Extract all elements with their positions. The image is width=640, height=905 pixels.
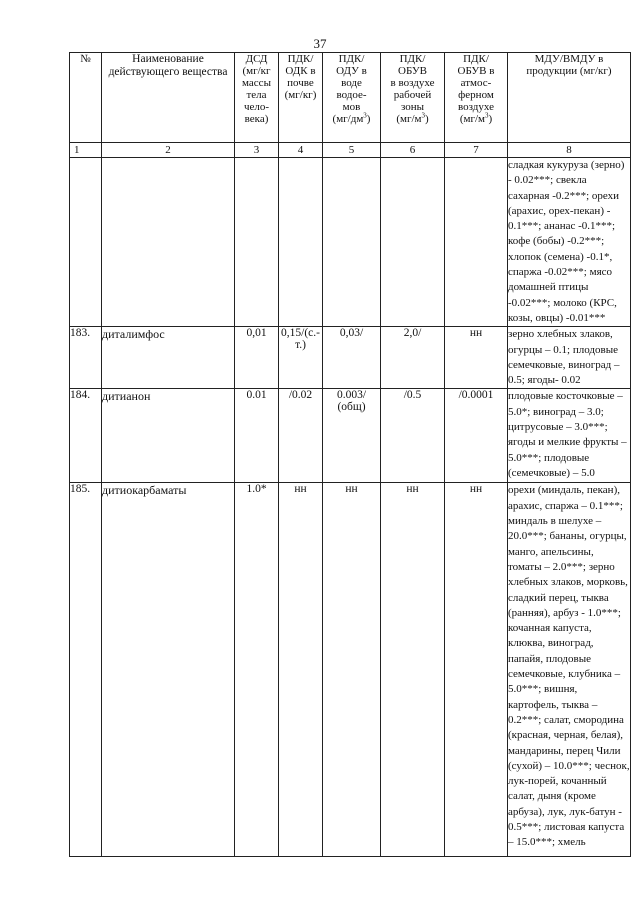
col-index: 5 [323, 143, 381, 158]
work-air-value [381, 158, 445, 327]
table-row [70, 483, 631, 857]
mdu-value: сладкая кукуруза (зерно) - 0.02***; свекла сахарная -0.2***; орехи (арахис, орех-пекан) - 0.1***; ананас -0.1***; кофе (бобы) -0.2***; хлопок (семена) -0.1*, спаржа -0.02***; мясо домашней птицы -0.02***; молоко (КРС, козы, овцы) -0.01*** [508, 158, 631, 327]
col-index: 7 [445, 143, 508, 158]
header-row [70, 53, 631, 143]
col-header-water: ПДК/ ОДУ в воде водое- мов $(мг/дм^3)$ [323, 53, 381, 143]
work-air-value: /0.5 [381, 389, 445, 483]
water-value: 0,03/ [323, 327, 381, 389]
work-air-value: нн [381, 483, 445, 857]
mdu-value: зерно хлебных злаков, огурцы – 0.1; плодовые семечковые, виноград – 0.5; ягоды- 0.02 [508, 327, 631, 389]
substance-name [102, 158, 235, 327]
col-index: 8 [508, 143, 631, 158]
col-index: 3 [235, 143, 279, 158]
pesticide-standards-table [69, 52, 631, 857]
row-number [70, 158, 102, 327]
mdu-value: плодовые косточковые – 5.0*; виноград – 3.0; цитрусовые – 3.0***; ягоды и мелкие фрукты – 5.0***; плодовые (семечковые) – 5.0 [508, 389, 631, 483]
col-header-soil: ПДК/ ОДК в почве (мг/кг) [279, 53, 323, 143]
soil-value: 0,15/(с.-т.) [279, 327, 323, 389]
col-header-mdu: МДУ/ВМДУ в продукции (мг/кг) [508, 53, 631, 143]
col-index: 1 [70, 143, 102, 158]
atm-air-value [445, 158, 508, 327]
row-number: 184. [70, 389, 102, 483]
water-value [323, 158, 381, 327]
column-index-row [70, 143, 631, 158]
soil-value [279, 158, 323, 327]
dsd-value: 1.0* [235, 483, 279, 857]
soil-value: /0.02 [279, 389, 323, 483]
col-header-substance: Наименование действующего вещества [102, 53, 235, 143]
table-row [70, 158, 631, 327]
dsd-value: 0.01 [235, 389, 279, 483]
atm-air-value: нн [445, 327, 508, 389]
col-index: 4 [279, 143, 323, 158]
col-index: 2 [102, 143, 235, 158]
substance-name: дитианон [102, 389, 235, 483]
dsd-value [235, 158, 279, 327]
water-value: нн [323, 483, 381, 857]
row-number: 183. [70, 327, 102, 389]
mdu-value: орехи (миндаль, пекан), арахис, спаржа – 0.1***; миндаль в шелухе – 20.0***; бананы, огурцы, манго, апельсины, томаты – 2.0***; зерно хлебных злаков, морковь, сладкий перец, тыква (ранняя), арбуз - 1.0***; кочанная капуста, клюква, виноград, папайя, плодовые семечковые, клубника – 5.0***; вишня, картофель, тыква – 0.2***; салат, смородина (красная, черная, белая), мандарины, перец Чили (сухой) – 10.0***; чеснок, лук-порей, кочанный салат, дыня (кроме арбуза), лук, лук-батун - 0.5***; листовая капуста – 15.0***; хмель [508, 483, 631, 857]
water-value: 0.003/ (общ) [323, 389, 381, 483]
col-header-work-air: ПДК/ ОБУВ в воздухе рабочей зоны $(мг/м^3)$ [381, 53, 445, 143]
col-header-dsd: ДСД (мг/кг массы тела чело- века) [235, 53, 279, 143]
substance-name: диталимфос [102, 327, 235, 389]
col-index: 6 [381, 143, 445, 158]
atm-air-value: /0.0001 [445, 389, 508, 483]
table-row [70, 327, 631, 389]
dsd-value: 0,01 [235, 327, 279, 389]
atm-air-value: нн [445, 483, 508, 857]
soil-value: нн [279, 483, 323, 857]
row-number: 185. [70, 483, 102, 857]
work-air-value: 2,0/ [381, 327, 445, 389]
substance-name: дитиокарбаматы [102, 483, 235, 857]
col-header-number: № [70, 53, 102, 143]
page-number: 37 [313, 36, 327, 51]
table-row [70, 389, 631, 483]
col-header-atm-air: ПДК/ ОБУВ в атмос- ферном воздухе $(мг/м^3)$ [445, 53, 508, 143]
